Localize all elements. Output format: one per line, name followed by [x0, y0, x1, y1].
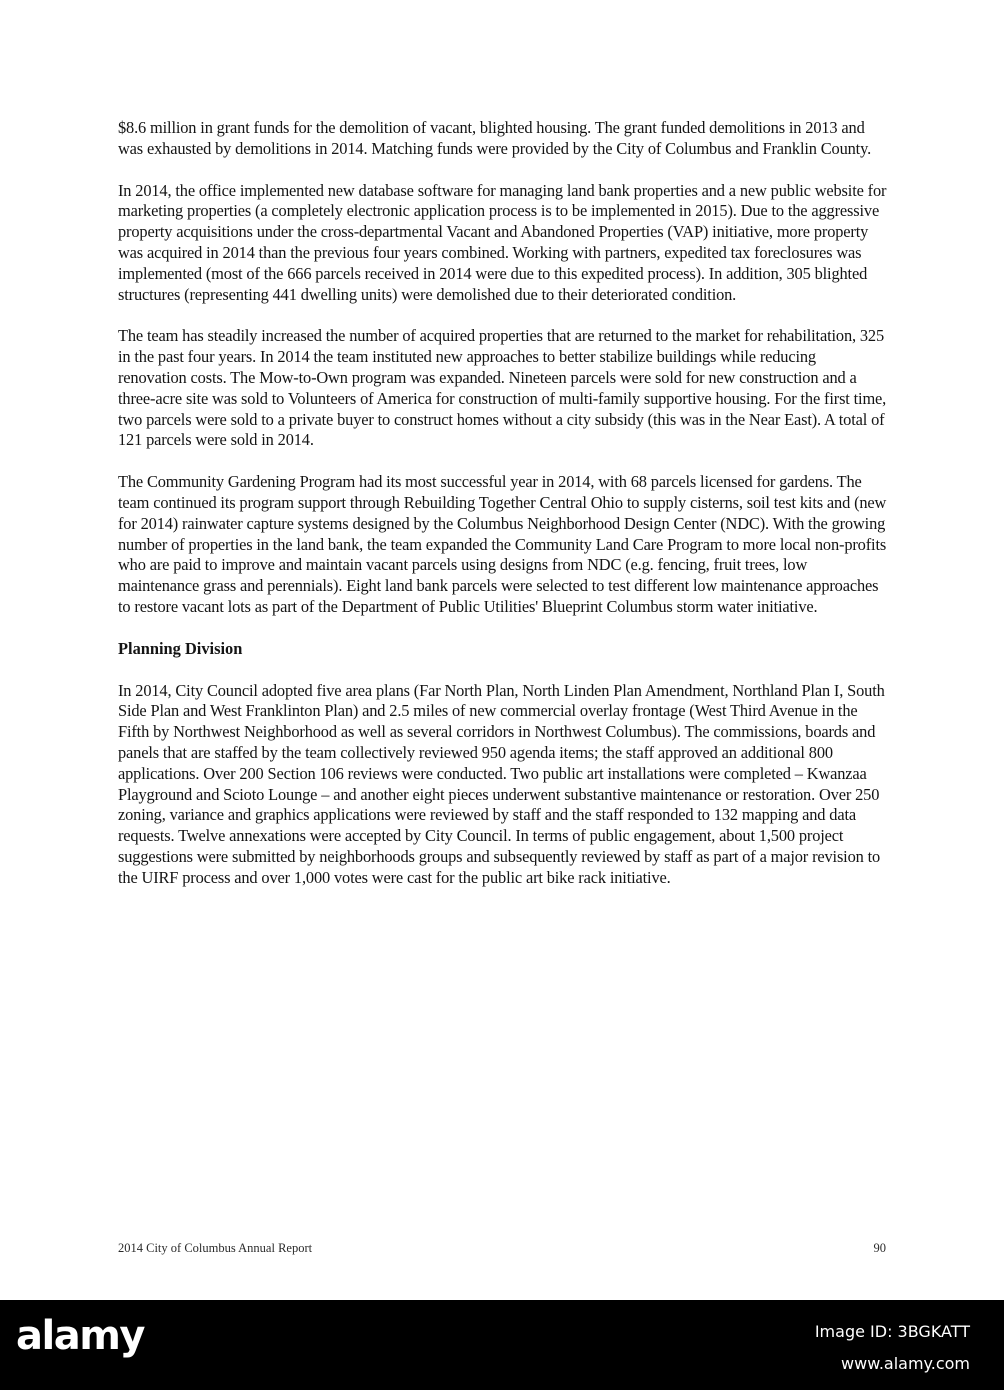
footer-page-number: 90: [873, 1241, 886, 1255]
footer-report-title: 2014 City of Columbus Annual Report: [118, 1241, 313, 1255]
stock-watermark-bar: [0, 1300, 1004, 1390]
alamy-logo: alamy: [16, 1313, 144, 1359]
section-heading-planning-division: Planning Division: [118, 638, 243, 658]
paragraph-community-gardening: The Community Gardening Program had its most successful year in 2014, with 68 parcels licensed for gardens. The team continued its program support through Rebuilding Together Central Ohio to supply cisterns, soil test kits and (new for 2014) rainwater capture systems designed by the Columbus Neighborhood Design Center (NDC). With the growing number of properties in the land bank, the team expanded the Community Land Care Program to more local non-profits who are paid to improve and maintain vacant parcels using designs from NDC (e.g. fencing, fruit trees, low maintenance grass and perennials). Eight land bank parcels were selected to test different low maintenance approaches to restore vacant lots as part of the Department of Public Utilities' Blueprint Columbus storm water initiative.: [118, 472, 887, 616]
stock-image-id: Image ID: 3BGKATT: [814, 1322, 970, 1341]
paragraph-grant-funds: $8.6 million in grant funds for the demolition of vacant, blighted housing. The grant funded demolitions in 2013 and was exhausted by demolitions in 2014. Matching funds were provided by the City of Columbus and Franklin County.: [118, 118, 872, 158]
paragraph-rehabilitation: The team has steadily increased the number of acquired properties that are returned to the market for rehabilitation, 325 in the past four years. In 2014 the team instituted new approaches to better stabilize buildings while reducing renovation costs. The Mow-to-Own program was expanded. Nineteen parcels were sold for new construction and a three-acre site was sold to Volunteers of America for construction of multi-family supportive housing. For the first time, two parcels were sold to a private buyer to construct homes without a city subsidy (this was in the Near East). A total of 121 parcels were sold in 2014.: [118, 326, 887, 450]
stock-url: www.alamy.com: [841, 1354, 970, 1373]
paragraph-planning-division: In 2014, City Council adopted five area plans (Far North Plan, North Linden Plan Amendment, Northland Plan I, South Side Plan and West Franklinton Plan) and 2.5 miles of new commercial overlay frontage (West Third Avenue in the Fifth by Northwest Neighborhood as well as several corridors in Northwest Columbus). The commissions, boards and panels that are staffed by the team collectively reviewed 950 agenda items; the staff approved an additional 800 applications. Over 200 Section 106 reviews were conducted. Two public art installations were completed – Kwanzaa Playground and Scioto Lounge – and another eight pieces underwent substantive maintenance or restoration. Over 250 zoning, variance and graphics applications were reviewed by staff and the staff responded to 132 mapping and data requests. Twelve annexations were accepted by City Council. In terms of public engagement, about 1,500 project suggestions were submitted by neighborhoods groups and subsequently reviewed by staff as part of a major revision to the UIRF process and over 1,000 votes were cast for the public art bike rack initiative.: [118, 680, 885, 887]
page-content: [118, 118, 888, 910]
paragraph-database-software: In 2014, the office implemented new database software for managing land bank properties and a new public website for marketing properties (a completely electronic application process is to be implemented in 2015). Due to the aggressive property acquisitions under the cross-departmental Vacant and Abandoned Properties (VAP) initiative, more property was acquired in 2014 than the previous four years combined. Working with partners, expedited tax foreclosures was implemented (most of the 666 parcels received in 2014 were due to this expedited process). In addition, 305 blighted structures (representing 441 dwelling units) were demolished due to their deteriorated condition.: [118, 180, 887, 304]
